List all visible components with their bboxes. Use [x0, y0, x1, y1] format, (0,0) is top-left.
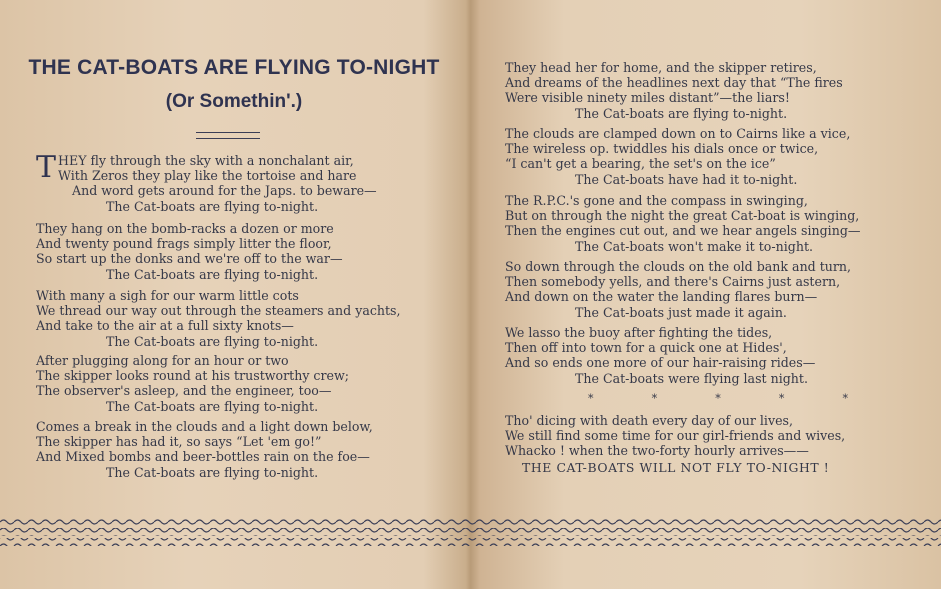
left-page [0, 0, 468, 589]
verse-refrain: The Cat-boats just made it again. [575, 304, 787, 320]
star-glyph: * [588, 392, 594, 405]
verse-refrain: The Cat-boats were flying last night. [575, 370, 808, 386]
final-refrain: THE CAT-BOATS WILL NOT FLY TO-NIGHT ! [522, 460, 830, 475]
verse-line: And take to the air at a full sixty knots— [36, 318, 294, 334]
star-separator [588, 392, 848, 405]
stanza-left-5 [36, 419, 373, 480]
verse-line: Tho' dicing with death every day of our lives, [505, 413, 793, 428]
stanza-right-4 [505, 259, 851, 320]
verse-line: With many a sigh for our warm little cots [36, 288, 299, 303]
verse-line: And twenty pound frags simply litter the floor, [36, 236, 332, 252]
verse-refrain: The Cat-boats are flying to-night. [106, 266, 319, 282]
verse-line: Then somebody yells, and there's Cairns just astern, [505, 274, 841, 290]
verse-refrain: The Cat-boats are flying to-night. [575, 105, 788, 121]
verse-line: And Mixed bombs and beer-bottles rain on the foe— [36, 449, 370, 465]
verse-line: But on through the night the great Cat-boat is winging, [505, 208, 860, 224]
verse-refrain: The Cat-boats are flying to-night. [106, 198, 319, 214]
star-glyph: * [778, 392, 785, 405]
verse-line: And down on the water the landing flares burn— [505, 289, 818, 305]
star-glyph: * [842, 392, 848, 405]
verse-line: The skipper has had it, so says “Let 'em go!” [36, 434, 322, 450]
stanza-left-4 [36, 353, 349, 414]
verse-line: Then the engines cut out, and we hear angels singing— [505, 223, 861, 239]
verse-line: The wireless op. twiddles his dials once or twice, [505, 141, 819, 157]
stanza-left-2 [36, 221, 343, 282]
verse-refrain: The Cat-boats have had it to-night. [575, 171, 798, 187]
stanza-closing [505, 413, 845, 459]
verse-line: After plugging along for an hour or two [36, 353, 289, 368]
verse-line: The skipper looks round at his trustworthy crew; [36, 368, 349, 384]
verse-line: The observer's asleep, and the engineer, too— [36, 383, 332, 399]
verse-refrain: The Cat-boats won't make it to-night. [575, 238, 814, 254]
verse-refrain: The Cat-boats are flying to-night. [106, 333, 319, 349]
star-glyph: * [651, 392, 658, 405]
stanza-right-2 [505, 126, 850, 187]
verse-line: They head her for home, and the skipper retires, [505, 60, 817, 75]
stanza-left-3 [36, 288, 401, 349]
verse-line: The R.P.C.'s gone and the compass in swinging, [505, 193, 808, 208]
verse-line: We lasso the buoy after fighting the tides, [505, 325, 773, 340]
verse-line: We thread our way out through the steamers and yachts, [36, 303, 401, 319]
verse-refrain: The Cat-boats are flying to-night. [106, 398, 319, 414]
star-glyph: * [715, 392, 721, 405]
verse-line: Were visible ninety miles distant”—the liars! [505, 90, 790, 106]
verse-line: “I can't get a bearing, the set's on the ice” [505, 156, 776, 172]
verse-line: HEY fly through the sky with a nonchalant air, [58, 153, 354, 168]
stanza-right-1 [505, 60, 843, 121]
verse-line: And word gets around for the Japs. to beware— [72, 183, 377, 199]
verse-line: The clouds are clamped down on to Cairns like a vice, [505, 126, 851, 141]
verse-line: And so ends one more of our hair-raising rides— [505, 355, 816, 371]
drop-cap: T [36, 150, 57, 185]
verse-refrain: The Cat-boats are flying to-night. [106, 464, 319, 480]
verse-line: So down through the clouds on the old bank and turn, [505, 259, 852, 274]
verse-line: Whacko ! when the two-forty hourly arrives—— [505, 443, 809, 459]
poem-subtitle: (Or Somethin'.) [165, 91, 303, 112]
stanza-right-3 [505, 193, 860, 254]
verse-line: They hang on the bomb-racks a dozen or more [36, 221, 334, 236]
verse-line: With Zeros they play like the tortoise and hare [58, 168, 357, 184]
verse-line: We still find some time for our girl-friends and wives, [505, 428, 846, 444]
wavy-border-decoration [0, 518, 941, 550]
verse-line: Then off into town for a quick one at Hides', [505, 340, 787, 356]
verse-line: Comes a break in the clouds and a light down below, [36, 419, 373, 434]
verse-line: So start up the donks and we're off to the war— [36, 251, 343, 267]
double-rule-divider [196, 132, 260, 139]
stanza-right-5 [505, 325, 815, 386]
stanza-left-1 [36, 150, 377, 214]
verse-line: And dreams of the headlines next day that “The fires [505, 75, 843, 91]
poem-title: THE CAT-BOATS ARE FLYING TO-NIGHT [28, 56, 440, 79]
